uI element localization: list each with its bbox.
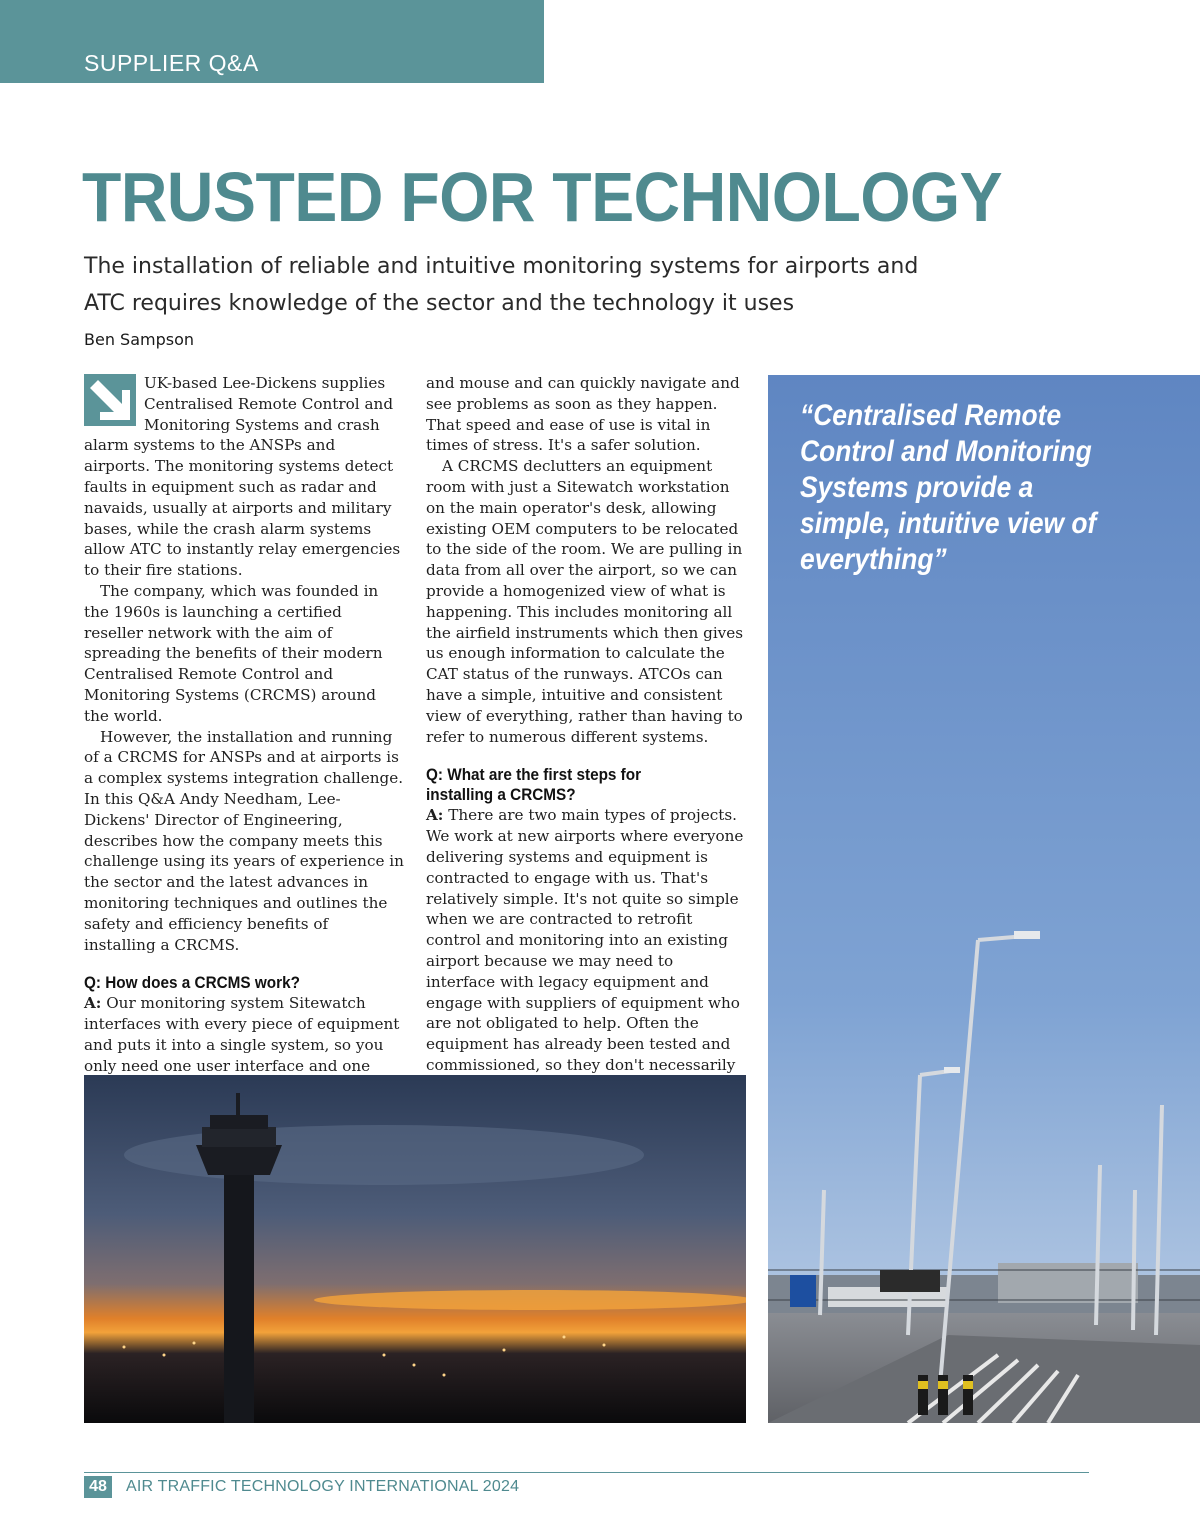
- answer-label: A:: [84, 994, 102, 1013]
- intro-paragraph: The company, which was founded in the 1960s is launching a certified reseller network with the aim of spreading the benefits of their modern Centralised Remote Control and Monitoring Systems (CRCMS) around the world.: [84, 581, 383, 725]
- standfirst: The installation of reliable and intuitive monitoring systems for airports and ATC requires knowledge of the sector and the technology it uses: [84, 254, 919, 316]
- publication-title: AIR TRAFFIC TECHNOLOGY INTERNATIONAL 2024: [126, 1478, 520, 1495]
- article-column-2: [426, 373, 746, 1097]
- answer-continued: and mouse and can quickly navigate and see problems as soon as they happen. That speed and ease of use is vital in times of stress. It's a safer solution.: [426, 374, 740, 455]
- footer-rule: [84, 1472, 1089, 1473]
- intro-paragraph: However, the installation and running of a CRCMS for ANSPs and at airports is a complex systems integration challenge. In this Q&A Andy Needham, Lee-Dickens' Director of Engineering, describes how the company meets this challenge using its years of experience in the sector and the latest advances in monitoring techniques and outlines the safety and efficiency benefits of installing a CRCMS.: [84, 727, 404, 954]
- headline: TRUSTED FOR TECHNOLOGY: [82, 158, 1003, 236]
- pull-quote: “Centralised Remote Control and Monitoring Systems provide a simple, intuitive view of everything”: [800, 399, 1097, 576]
- control-tower-photo: [84, 1075, 746, 1423]
- article-column-1: [84, 373, 404, 1139]
- page-number: 48: [84, 1476, 112, 1498]
- answer-label: A:: [426, 806, 444, 825]
- section-tab: [0, 0, 544, 83]
- byline: Ben Sampson: [84, 330, 195, 349]
- section-label: SUPPLIER Q&A: [84, 50, 259, 76]
- question-heading: Q: What are the first steps for installing a CRCMS?: [426, 765, 642, 805]
- answer-text: There are two main types of projects. We work at new airports where everyone delivering systems and equipment is contracted to engage with us. That's relatively simple. It's not quite so simple when we are contracted to retrofit control and monitoring into an existing airport because we may need to interface with legacy equipment and engage with suppliers of equipment who are not obligated to help. Often the equipment has already been tested and commissioned, so they don't necessarily: [426, 806, 744, 1074]
- intro-paragraph: UK-based Lee-Dickens supplies Centralised Remote Control and Monitoring Systems and crash alarm systems to the ANSPs and airports. The monitoring systems detect faults in equipment such as radar and navaids, usually at airports and military bases, while the crash alarm systems allow ATC to instantly relay emergencies to their fire stations.: [84, 374, 401, 580]
- answer-paragraph: A CRCMS declutters an equipment room with just a Sitewatch workstation on the main operator's desk, allowing existing OEM computers to be relocated to the side of the room. We are pulling in data from all over the airport, so we can provide a homogenized view of what is happening. This includes monitoring all the airfield instruments which then gives us enough information to calculate the CAT status of the runways. ATCOs can have a simple, intuitive and consistent view of everything, rather than having to refer to numerous different systems.: [426, 457, 744, 746]
- question-heading: Q: How does a CRCMS work?: [84, 973, 300, 993]
- answer-text: Our monitoring system Sitewatch interfaces with every piece of equipment and puts it into a single system, so you only need one user interface and one: [84, 994, 400, 1075]
- arrow-icon: [84, 374, 136, 426]
- answer-paragraph: [426, 805, 746, 1096]
